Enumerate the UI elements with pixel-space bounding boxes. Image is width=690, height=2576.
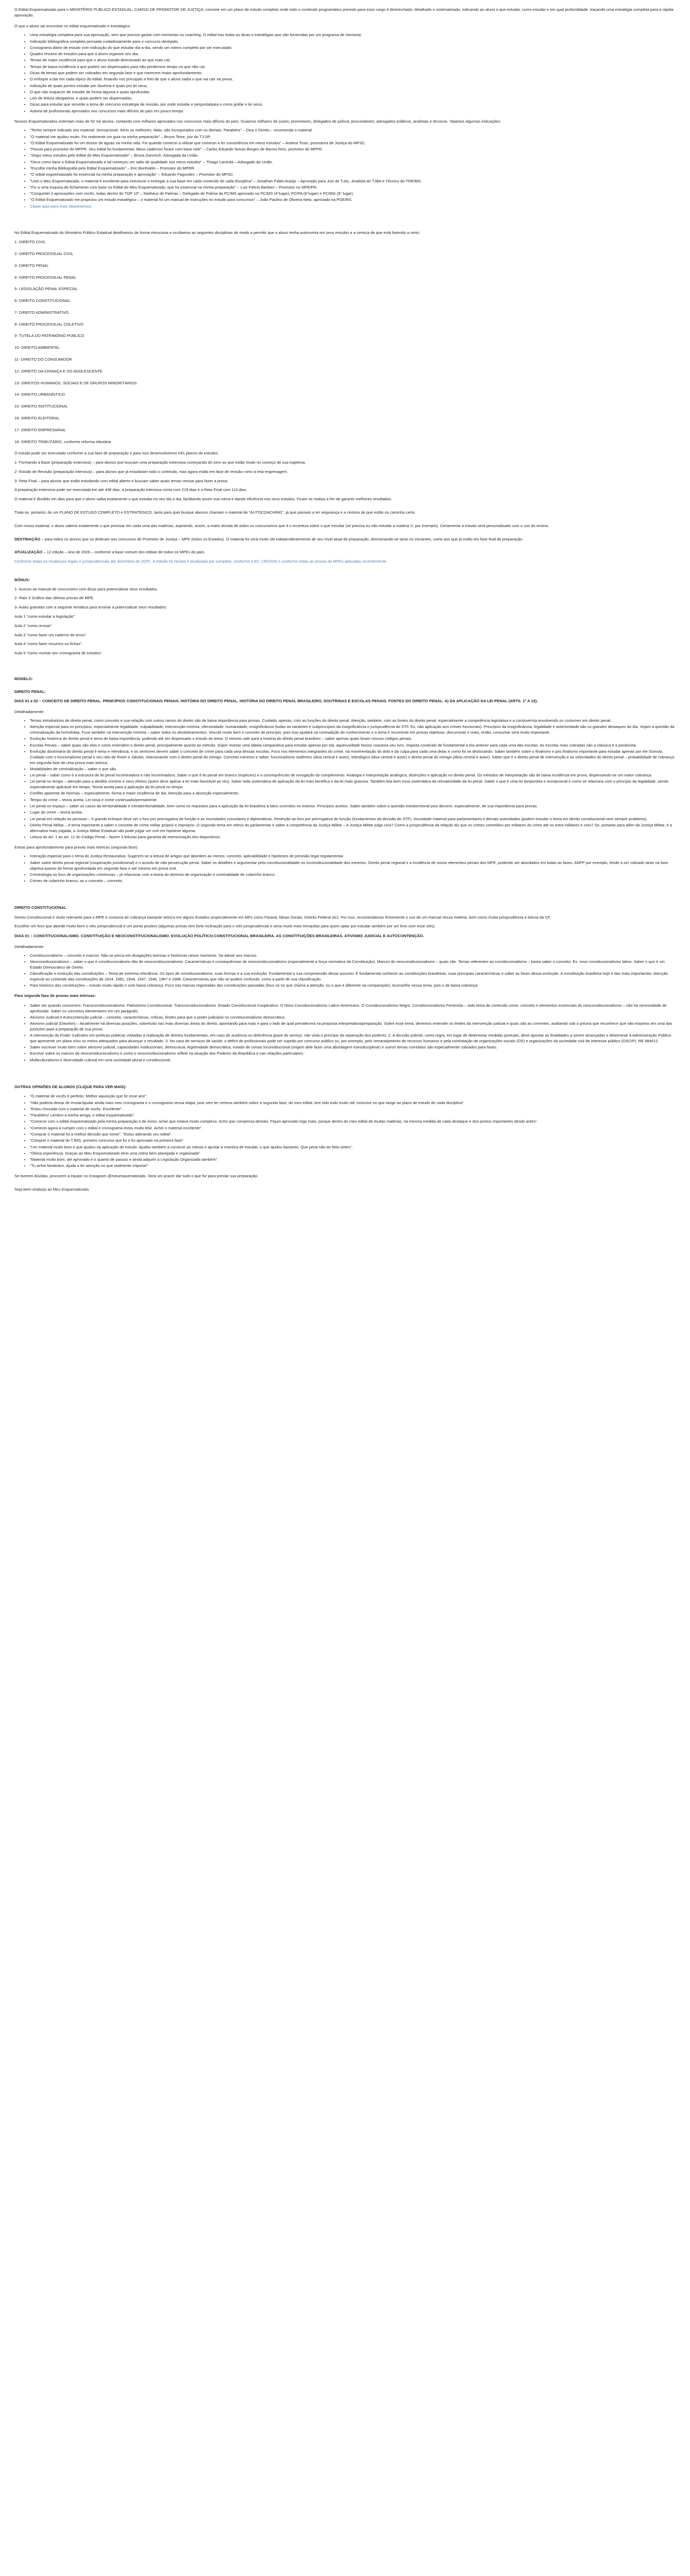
- penal-detail-item: • Lei penal no espaço – saber os casos da territorialidade e extraterritorialidade, bem como os requisitos para a aplicação da lei brasileira à fatos ocorridos no exterior. Princípios aceitos. Saber também sobre a questão extraterritorial pois decorre, especialmente, de sua importância para provas.: [30, 804, 676, 809]
- deepen-item: • Interação especial para o tema do Justiça Restaurativa. Sugerem-se a leitura de artigos que abordem ao menos: conceito, aplicabilidade e hipóteses de previsão legal regulamentar.: [30, 854, 676, 859]
- plan-note: Trata-se, portanto, de um PLANO DE ESTUDO COMPLETO e ESTRATÉGICO, tanto para quei busque abonos chamam o material de "AUTOCOACHING", já que passam a ter segurança e a certeza de que estão no caminho certo.: [14, 510, 416, 515]
- testimonial-item: • "O edital esquematizado foi essencial na minha preparação e aprovação" – Eduardo Fagundes – Promotor do MPSC.: [30, 172, 676, 178]
- class-item: Aula 2 "como revisar": [14, 623, 52, 628]
- subject-item: 8- DIREITO PROCESSUAL COLETIVO: [14, 321, 83, 327]
- document-page: [0, 0, 690, 1212]
- prep-note: A preparação extensiva pode ser executada em até 438 dias, a preparação intensiva conta com 219 dias e a Reta Final com 113 dias.: [14, 487, 247, 493]
- penal-detail-item: • Evolução histórica do direito penal é tema de baixa importância, podendo até ser dispensado o estudo do tema. O mesmo vale para a história do direito penal brasileiro – saber apenas quais foram nossos códigos penais.: [30, 736, 676, 742]
- const-detail-item: • Constitucionalismo – conceito e marcos. Não se perca em divagações teóricas e históricas nesse momento. Sa ateste aos marcos.: [30, 953, 676, 959]
- subjects-list: [14, 240, 676, 445]
- model-title: MODELO:: [14, 676, 33, 681]
- subject-item: 10- DIREITO AMBIENTAL: [14, 345, 60, 350]
- penal-detail-item: • Lugar do crime – teoria aceita.: [30, 810, 676, 816]
- penal-day-title: DIAS 01 a 02 – CONCEITO DE DIREITO PENAL. PRINCÍPIOS CONSTITUCIONAIS PENAIS. HISTÓRIA DO DIREITO PENAL. HISTÓRIA DO DIREITO PENAL BRASILEIRO, DOUTRINAS E ESCOLAS PENAIS. FONTES DO DIREITO PENAL. A) DA APLICAÇÃO DA LEI PENAL (ARTS. 1º A 12).: [14, 699, 538, 704]
- penal-detail-item: • Lei penal – saber como é a estrutura de lei penal incriminadora e não incriminadora. Saber o que é lei penal em branco (espécies) e a consequências de revogação do complemento. Analogia e interpretação analógica, distinções e aplicação no direito penal. Os métodos de interpretação são de baixa incidência em prova, dispensando-se um maior cobrança.: [30, 773, 676, 778]
- const-intro: Direito Constitucional é muito relevante para o MPE e costuma ter cobrança bastante teórica em alguns Estados (especialmente em MPs como Paraná, Minas Gerais, Distrito Federal etc). Por isso, recomendamos firmemente o uso de um manual nessa matéria, bem como muita jurisprudência e leitura da CF.: [14, 914, 551, 920]
- other-opinion-item: • "Tu achei fantástico. Ajuda a ter atenção no que realmente importa!": [30, 1163, 676, 1169]
- testimonial-item: • "Usei o Meu Esquematizado, o material é excelente para estruturar e entregar a sua base em cada conteúdo de cada disciplina" – Jonathan Pablo Araújo – Aprovado para Juiz de TJAL, Analista do TJBA e Técnico do TRE/MG.: [30, 179, 676, 184]
- material-note: Com nosso material, o aluno saberá exatamente o que priorizar em cada uma das matérias, aspirando, assim, a maior dúvida de todos os concurseiros que é o incerteza sobre o que estudar (se precisa ou não estudar a matéria X, por exemplo). Certamente a estudo será personalizado com o uso do ensino.: [14, 523, 549, 528]
- second-phase-item: • Escreve sobre os marcos do neoconstitucionalismo e como o neoconstitucionalismo reflete na atuação dos Poderes da República e nas relações particulares.: [30, 1051, 676, 1057]
- deepen-list: [14, 854, 676, 884]
- testimonials-list: [14, 128, 676, 209]
- const-title: DIREITO CONSTITUCIONAL: [14, 905, 66, 910]
- list-item: • Leis de leitura obrigatória, e quais podem ser dispensadas;: [30, 96, 676, 101]
- subject-item: 1- DIREITO CIVIL: [14, 240, 46, 245]
- const-detail-label: Detalhadamente:: [14, 944, 44, 949]
- bonus-item: 3- Aulas gratuitas com a seguinte temática para ensinar a potencializar seus resultados:: [14, 605, 167, 610]
- penal-detail-item: • Atenção especial para os princípios, especialmente legalidade, culpabilidade, intervenção mínima, ofensividade, humanidade, insignificância (todas as variantes e subprincípios da insignificância e jurisprudência do STF. Ex. não aplicação aos crimes funcionais). Princípios da insignificância, legalidade e anterioridade são os grandes destaques do dia. Vejam a questão da criminalização da homofobia. Fuce também na intervenção mínima – saber todos os desdobramentos. Vincule muito bem o conceito de princípio, pois isso ajudará na contradição do conhecimento e a tema é recorrente em provas objetivas, discursivas e orais, então, consumar será muito importante.: [30, 724, 676, 736]
- phase-3: 3- Reta Final – para alunos que estão estudando com edital aberto e buscam saber quais temas revisar para fazer a prova.: [14, 478, 228, 483]
- phase-1: 1- Formando a Base (preparação extensiva) – para alunos que buscam uma preparação extensiva começando do zero ou que estão muito no começo de sua trajetória.: [14, 460, 306, 465]
- subject-item: 7- DIREITO ADMINISTRATIVO: [14, 310, 69, 315]
- second-phase-item: • A intervenção do Poder Judiciário em políticas públicas visitadas à realização de direitos fundamentais, em caso de ausência ou deficiência grave do serviço, não viola o princípio da separação dos poderes. 2. A decisão judicial, como regra, em lugar de determinar medidas pontuais, deve apontar as finalidades a serem alcançadas e determinar à Administração Pública que apresente um plano e/ou os meios adequados para alcançar o resultado. 3. No caso de serviços de saúde, o déficit de profissionais pode ser suprido por concurso público ou, por exemplo, pelo remanejamento de recursos humanos e pela contratação de organizações sociais (OS) e organizações da sociedade civil de interesse público (OSCIP). RE 684612: [30, 1033, 676, 1044]
- testimonial-item: • "O material me ajudou muito. Foi realmente um guia na minha preparação" – Bruno Teixe, juiz do TJ-SP.: [30, 134, 676, 140]
- classes-list: [14, 614, 676, 656]
- const-detail-item: • Classificação e evolução das constituições – Tema de extrema relevância. Os tipos de constitucionalismo, suas formas e a sua evolução. Fundamental a sua compreensão desse assunto. É fundamental conhecer as constituições brasileiras, suas principais características e saber as fases dessa evolução. A constituição brasileira hoje é das mais importantes. Atenção especial ao conteúdo das constituições de 1824, 1891, 1934, 1937, 1946, 1967 e 1988. Características que não se podem confundir, como a parte de sua classificação.: [30, 971, 676, 982]
- testimonial-item: • "Passei para promotor do MPPR. Seu edital foi fundamental. Meus cadernos foram com base nele" – Carlos Eduardo Novas Borges de Barros Reis, promotor do MPPR.: [30, 147, 676, 152]
- second-phase-item: • Multiculturalismo e diversidade cultural em uma sociedade plural e constitucional.: [30, 1058, 676, 1063]
- second-phase-item: • Ativismo Judicial e Autocontenção judicial – conceito, características, críticas, limites para que o poder judiciário no constitucionalismo democrático.: [30, 1015, 676, 1021]
- others-list: [14, 1094, 676, 1169]
- testimonial-item: • "Fiz a uma esquisa de fichamento com base no Edital do Meu Esquematizado, que foi essencial na minha preparação" – Luiz Felicio Barbieri – Promotor no MPE/PR.: [30, 185, 676, 191]
- subject-item: 9- TUTELA DO PATRIMÔNIO PÚBLICO: [14, 333, 85, 338]
- list-item: • Indicação bibliográfica completa pensada cuidadosamente para o concurso desejado;: [30, 39, 676, 45]
- dispo-intro: No Edital Esquematizado do Ministério Público Estadual detalhamos de forma minuciosa e ocultamos as seguintes disciplinas de modo a permitir que o aluno tenha autonomia em seus estudos e a certeza de que está fazendo a certo:: [14, 230, 420, 235]
- ideal-note: O material é dividido em dias para que o aluno saiba exatamente o que estudar no seu dia a dia, facilitando assim sua rotina e dando eficiência nos seus estudos. Ficam se realiza a fim de garantir melhores resultados.: [14, 497, 392, 502]
- penal-detail-item: • Direito Penal Militar – é tema importante a saber o conceito de crime militar próprio e impróprio. O segundo tema em relevo do parlamentar e saber a competência da Justiça Militar – A Justiça Militar julga civis? Como a jurisprudência da relação diz que os crimes cometidos por militares do crime até os extra militares e civis? Se, portanto para além da Justiça Militar, é a alternativa mais julgada, a Justiça Militar Estadual não pode julgar um civil em hipótese alguma.: [30, 823, 676, 834]
- penal-items-list: [14, 718, 676, 840]
- list-item: • Indicação de quais pontos estudar por doutrina e quais por lei seca;: [30, 83, 676, 89]
- other-opinion-item: • "Comprei o material do TJMS, primeiro concurso que fiz e fui aprovado na primeira fase".: [30, 1138, 676, 1144]
- subject-item: 14- DIREITO URBANÍSTICO: [14, 392, 65, 397]
- phase-2: 2- Estudo de Revisão (preparação intensiva) – para alunos que já estudaram todo o conteúdo, mas agora estão em fase de revisão rumo à reta engrenagem.: [14, 469, 288, 474]
- subject-item: 15- DIREITO INSTITUCIONAL: [14, 404, 68, 409]
- class-item: Aula 5 "como montar seu cronograma de estudos": [14, 651, 102, 656]
- doubt-note: Se tiverem dúvidas, procurem a equipe no Instagram @meuesquematizado. Será um prazer dar tudo o que for para prestar sua preparação.: [14, 1174, 259, 1179]
- update-blue-note: Conforme todas as mudanças legais e jurisprudenciais até dezembro de 2025 . A edição foi revista e atualizada por completo, conforme a EC 136/2025 e conforme todas as provas de MPEs aplicadas recentemente.: [14, 559, 388, 564]
- deepen-item: • Crimes de colarinho branco, as o conceito – conceito.: [30, 878, 676, 884]
- penal-title: DIREITO PENAL:: [14, 689, 46, 694]
- const-day-title: DIAS 01 – CONSTITUCIONALISMO. CONSTITUIÇÃO E NEOCONSTITUCIONALISMO. EVOLUÇÃO POLÍTICO-CONSTITUCIONAL BRASILEIRA. AS CONSTITUIÇÕES BRASILEIRAS. ATIVISMO JUDICIAL E AUTOCONTENÇÃO.: [14, 934, 424, 939]
- testimonial-item: • "O Edital Esquematizado me propiciou um estudo estratégico – o material foi um manual de instruções no estudo para concursos" – João Paulino de Oliveira Neto, aprovado na PGE/RS.: [30, 197, 676, 203]
- testimonial-item: • "Escolhe minha Bibliografia pelo Edital Esquematizado" – Eric Bonhoklin – Promotor do MPRR.: [30, 166, 676, 172]
- list-item: • Cronograma diário de estudo com indicação do que estudar dia-a-dia, sendo um roteiro completo por ser executado;: [30, 45, 676, 51]
- list-item: • O enfoque a dar em cada tópico do edital, frisando nos principais e frito de que o aluno saiba o que vai cair na prova;: [30, 77, 676, 82]
- penal-detail-item: • Modalidades de criminalização – saber o que são.: [30, 767, 676, 772]
- destination-paragraph: [14, 537, 676, 543]
- farewell: Seja bem-vindo(a) ao Meu Esquematizado.: [14, 1187, 90, 1192]
- penal-detail-item: • Lei penal em relação às pessoas – é grande enfoque deve ser o foro por prerrogativa de função e as imunidades consulares e diplomáticas. Restrição ao foro por prerrogativa de função (fundamentos da decisão do STF). Imunidade material para parlamentares e demais autoridades (podem estudar o tema em direito constitucional nem sempre problema).: [30, 817, 676, 822]
- other-opinion-item: • "Parabéns! Lembro a minha amiga, o edital esquematizado".: [30, 1113, 676, 1118]
- subject-item: 11- DIREITO DO CONSUMIDOR: [14, 357, 72, 362]
- list-item: • Dicas para estudar que servirão a tema de concurso estratégia de revisão, por onde estudar e pergunta/para o como gráfar e lei seca;: [30, 102, 676, 108]
- list-item: • O que não esquecer de estudar de forma alguma e quais aprofundar;: [30, 90, 676, 95]
- const-detail-item: • Neoconstitucionalismo – saber o que é constitucionalismo dito de neoconstitucionalismo. Características e consequências do neoconstitucionalismo (especialmente a força normativa da Constituição). Marcos do neoconstitucionalismo – quais são. Temas referentes ao constitucionalismo – basta saber o conceito. Ex. novo constitucionalismo latino; Saber o que é um Estado Democrático de Direito.: [30, 959, 676, 971]
- what-find-list: [14, 32, 676, 114]
- list-item: • Autoria de profissionais aprovados nos concursos mais difíceis do país em pouco tempo.: [30, 109, 676, 114]
- destination-text: – para todos os alunos que se dedicam aos concursos de Promotor de Justiça – MPE (todos os Estados). O material foi será muito útil independentemente de seu nível atual de preparação, direcionando-se tanto os iniciantes, como aos que já estão em fase final de preparação.: [40, 536, 524, 541]
- update-text: – 12 edição – Ano de 2026 – conforme a base comum dos editais de todos os MPEs do país.: [42, 550, 206, 555]
- subject-item: 12- DIREITO DA CRIANÇA E DO ADOLESCENTE: [14, 368, 103, 374]
- subject-item: 13- DIREITOS HUMANOS, SOCIAIS E DE GRUPOS MINORITÁRIOS: [14, 380, 137, 385]
- const-items-list: [14, 953, 676, 989]
- penal-detail-item: • Leitura do art. 1 ao art. 12 do Código Penal – fazem 3 leituras para garantia de memorização dos dispositivos.: [30, 835, 676, 840]
- intro-paragraph: O Edital Esquematizado para o MINISTÉRIO PÚBLICO ESTADUAL, CARGO DE PROMOTOR DE JUSTIÇA, consiste em um plano de estudo completo onde todo o conteúdo programático previsto para esse cargo é destrinchado, detalhado e sistematizado, indicando ao aluno o que estudar, como estudar e em qual profundidade, traçando uma estratégia completa para a rápida aprovação.: [14, 7, 674, 18]
- testimonial-item: • "Tenho sempre indicado seu material. Sensacional. Sério os melhores. Mais, são incorporados com os demais. Parabéns" – Dica o Direito – recomenda o material.: [30, 128, 676, 133]
- penal-detail-item: • Evolução doutrinária do direito penal é tema e relevância, e os senhores devem saber o conceito de crime para cada uma dessas escolas. Foco nos elementos integrantes do crime, na movimentação do dolo e da culpa para cada uma delas e como foi se deslocando. Saber também sobre o finalismo e pós finalismo importante para estudar apenas por ele Súmula. Cuidado com o funcionalismo penal e seu rato de Roxin e Jakobs, relacionando com o direito penal do inimigo. Conceito minimos e saber: funcionalismo sistêmico (disa central e autor), teleológico (disa central e autor) e direito penal do inimigo (ideia central e autor). Saber que é o direito penal de intervenção e as velocidades do direito penal – probabilidade de cobrança em segunda fase de uma prova mais teórica.: [30, 749, 676, 766]
- subject-item: 3- DIREITO PENAL: [14, 263, 49, 268]
- subject-item: 18- DIREITO TRIBUTÁRIO, conforme reforma tributária: [14, 439, 111, 444]
- second-phase-item: • Ativismo judicial (Dworkin) – Atualmente há diversas posições, sobretudo nas mais diversas áreas do direito, apontando para mais e para o lado de qual prevalecerá na proposta interpretativa/preparação. Sobre esse tema, devemos entender os limites da intervenção judicial e quais são as correntes, avaliando sob o prisma que reconhece que não estamos em uma das posições para a preparação de sua prova.: [30, 1021, 676, 1032]
- penal-detail-item: • Lei penal no tempo – atenção para a abolitio criminis e seus efeitos (quem deve aplicar a lei mais favorável ao réu). Saber toda sistemática de aplicação da lei mais benéfica e da lei mais gravosa. Também leia bem essa sistemática da retroatividade da lei penal. Saber o que é uma lei temporária e excepcional e como se relaciona com o princípio da legalidade, sendo especialmente aplicável em tempo. Teoria aceita para a aplicação da lei penal no tempo.: [30, 779, 676, 790]
- testimonial-item: • "Devo como base o Edital Esquematizado e tal começou um salto de qualidade nos meus estudos" – Thiago Lacerda – Advogado da União.: [30, 160, 676, 165]
- class-item: Aula 3 "como fazer um caderno de erros".: [14, 632, 87, 637]
- other-opinion-item: • "Material muito bom, até aprovado e o quanto de passos e ainda adquirir a Legislação Organizada também".: [30, 1157, 676, 1163]
- deepen-intro: Extras para aprofundamento para provas mais teóricas (segunda fase):: [14, 844, 139, 850]
- note-intro: Nossos Esquematizados ostentam mais de 92 mil alunos, contando com milhares aprovados nos concursos mais difíceis do país. Guiamos milhares de juízes, promotores, delegados de polícia, procuradores, advogados públicos, analistas e técnicos. Vejamos algumas indicações:: [14, 118, 501, 124]
- second-phase-item: • Saber escrever muito bem sobre ativismo judicial, capacidades institucionais, democracia, legitimidade democrática, estado de coisas inconstitucional (origem dele fazer uma abordagem transdisciplinar) e outros temas correlatos são especialmente cobrados para fases.: [30, 1045, 676, 1050]
- phases-intro: O estudo pode ser executado conforme a sua fase de preparação e para isso desenvolvemos três planos de estudos:: [14, 451, 219, 456]
- const-detail-item: • Para histórico das constituições – estudo muito rápido e com baixa cobrança. Foco nas marcas registradas das constituições passadas (foco só no que chama a atenção, ou o que é diferente na comparação). Aconselho nessa tema, pois o de baixa cobrança.: [30, 983, 676, 989]
- other-opinion-item: • "Comecei com o edital esquematizado pela minha preparação e de início, achei que estava muito complexo. Acho que compensa demais. Fiquei aprovado logo mais, porque dentro do meu edital de muitas matérias, na mesma medida de cada destaque e dos pontos importantes desde antes".: [30, 1119, 676, 1125]
- const-intro-2: Escolher um livro que aborde muito bem o viés jurisprudencial é um ponto positivo (algumas provas tem forte inclinação para o viés jurisprudencial e seria muito mais trenquilas para quem optar por estudar também por um livro com esse viés).: [14, 924, 436, 929]
- list-item: • Dicas de temas que podem ser cobrados em segunda fase e que merecem maior aprofundamento;: [30, 71, 676, 76]
- subject-item: 4- DIREITO PROCESSUAL PENAL: [14, 275, 77, 280]
- list-item: • Quadro resumo de estudos para que o aluno organize seu dia;: [30, 52, 676, 57]
- testimonial-item: • "Conquistei 3 aprovações com vocês, todas dentro do TOP 10" – Matheus de Palmas – Delegado de Polícia da PC/MS aprovado na PC/MS (4°lugar), PC/PA (6°lugar) e PC/MG (9° lugar).: [30, 191, 676, 197]
- bonus-list: [14, 587, 676, 611]
- subject-item: 5- LEGISLAÇÃO PENAL ESPECIAL: [14, 286, 78, 292]
- penal-detail-item: • Conflito aparente de Normas – especialmente, forma é maior incidência de dia. Atenção para a absorção especialmente.: [30, 791, 676, 796]
- testimonial-item: • "Segui meus estudos pelo Edital do Meu Esquematizado" – Bruna Dannrich, Advogada da União.: [30, 153, 676, 159]
- second-phase-title: Para segunda fase de provas mais teóricas:: [14, 993, 96, 998]
- second-phase-item: • Saber ser quando concorrem: Transconstitucionalismo. Patriotismo Constitucional. Transconstitucionalismo. Estado Constitucional Cooperativo. O Novo Constitucionalismo Latino-Americano. O Constitucionalismo Negro. Constitucionalismo Feminista – todo tema de conteúdo como: conceito e elementos essenciais do neoconstitucionalismo – não há necessidade de aprofundar. Saber os conceitos elementares em um parágrafo.: [30, 1003, 676, 1014]
- testimonial-item: • "O Edital Esquematizado foi um divisor de águas na minha vida. Foi quando comecei a utilizar que comecei a ter consistência em meus estudos" – Andrea Tosin, promotora de Justiça do MPSC.: [30, 141, 676, 146]
- deepen-item: • Criminologia no foco de organizações criminosas – já relacionar com a teoria do domínio de organização e criminalidade de colarinho branco.: [30, 872, 676, 878]
- other-opinion-item: • "Comprar o material foi a melhor decisão que tomei". "Estou adorando seu edital".: [30, 1132, 676, 1138]
- penal-detail-label: Detalhadamente:: [14, 709, 44, 715]
- class-item: Aula 1 "como estudar a legislação": [14, 614, 75, 619]
- deepen-item: • Saber sobre direito penal regional (cooperação jurisdicional) e o acordo de não persecução penal. Saber os detalhes e argumentar pela constitucionalidade ou inconstitucionalidade dos mesmos. Direito penal regional e a incidência de novos elementos penais dos MPE, podendo ser abordados em todas as fases. ANPP por exemplo, tende a ser cobrado tanto na fase objetiva quanto de forma aprofundada em segunda fase e até mesmo em prova oral.: [30, 860, 676, 872]
- penal-detail-item: • Escolas Penais – saber quais são elas e como entendem o direito penal, principalmente quanto ao método. Súprir montar uma tabela comparativa para estudar apenas por ela, aqueruvidade Nosso coautora seu livro. Importa conteúdo de fundamental a tira anterior para cada uma das escolas. As escolas mais cobradas são a clássica e a positivista.: [30, 743, 676, 749]
- more-testimonials-link[interactable]: • Clique aqui para mais depoimentos.: [30, 204, 676, 210]
- other-opinion-item: • "Um material muito bom e que ajudou na aplicação do estudo. Ajudou também a construir as rotinas e ajustar a maneira de estudar, o que ajudou bastante. Que pena não ter feito antes".: [30, 1145, 676, 1150]
- other-opinion-item: • "Não poderia deixar de enviar/ajudar ainda mais meu cronograma e o cronograma nessa etapa, pois sem ter certeza também sobre a segunda fase, do meu edital, tem sido tudo muito útil, inclusive no que tange ao plano de estudo de cada disciplina".: [30, 1100, 676, 1106]
- subject-item: 2- DIREITO PROCESSUAL CIVIL: [14, 251, 74, 256]
- other-opinion-item: • "Estou chocada com o material de vocês. Excelente".: [30, 1107, 676, 1112]
- second-phase-list: [14, 1003, 676, 1063]
- other-opinion-item: • "Ótima experiência. Graças ao Meu Esquematizado terei uma rotina bem planejada e organizada".: [30, 1151, 676, 1157]
- penal-detail-item: • Tempo do crime – teoria aceita. Lei nova e crime continuado/permanente.: [30, 798, 676, 803]
- what-find-title: O que o aluno vai encontrar no edital esquematizado e estratégico:: [14, 23, 131, 28]
- other-opinion-item: • "O material de vocês é perfeito. Melhor aquisição que fiz esse ano".: [30, 1094, 676, 1099]
- update-paragraph: [14, 550, 676, 555]
- subject-item: 6- DIREITO CONSTITUCIONAL: [14, 298, 71, 303]
- other-opinion-item: • "Comecei agora a cumprir com o edital e cronograma estou muito feliz. Achei o material excelente".: [30, 1126, 676, 1131]
- list-item: • Temas de baixa incidência a que podem ser dispensados para não perdermos tempo no que não cai;: [30, 64, 676, 70]
- others-title: OUTRAS OPINIÕES DE ALUNOS (CLIQUE PARA VER MAIS):: [14, 1084, 127, 1089]
- list-item: • Uma estratégia completa para sua aprovação, sem que precise gastar com mentorias ou coaching. O edital traz todas as dicas e estratégias que são fornecidas por um programa de mentoria;: [30, 32, 676, 38]
- subject-item: 17- DIREITO EMPRESARIAL: [14, 427, 66, 432]
- bonus-item: 1- Acesso ao manual de concurseiro com dicas para potencializar seus resultados.: [14, 586, 158, 591]
- destination-label: DESTINAÇÃO: [14, 536, 41, 541]
- class-item: Aula 4 "como fazer resumos ou fichas".: [14, 641, 83, 647]
- bonus-item: 2- Raio X Gráfico das últimas provas de MPE.: [14, 596, 94, 601]
- subject-item: 16- DIREITO ELEITORAL: [14, 415, 60, 420]
- penal-detail-item: • Temas introdutórios de direito penal, como conceito e sua relação com outros ramos do direito são de baixa importância para provas. Cuidado, apenas, com as funções do direito penal. Atenção, também, com as fontes do direito penal, especialmente a competência legislativa e a controvérsia envolvendo os costumes em direito penal.: [30, 718, 676, 724]
- bonus-title: BÔNUS:: [14, 577, 30, 582]
- list-item: • Temas de maior incidência para que o aluno estude direcionado ao que mais cai;: [30, 58, 676, 63]
- update-label: ATUALIZAÇÃO: [14, 550, 43, 555]
